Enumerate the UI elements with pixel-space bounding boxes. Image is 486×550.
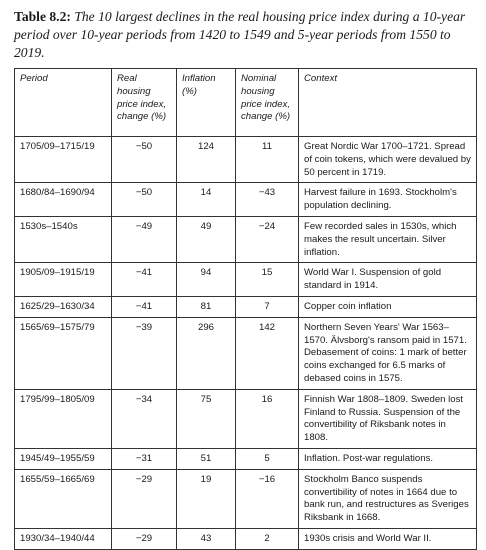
cell-period: 1795/99–1805/09 — [15, 389, 112, 448]
cell-inflation: 49 — [177, 216, 236, 262]
header-nominal-change: Nominal housing price index, change (%) — [236, 69, 299, 137]
cell-inflation: 19 — [177, 469, 236, 528]
cell-period: 1655/59–1665/69 — [15, 469, 112, 528]
cell-period: 1905/09–1915/19 — [15, 263, 112, 297]
cell-context: Harvest failure in 1693. Stockholm's population declining. — [299, 183, 477, 217]
cell-period: 1705/09–1715/19 — [15, 137, 112, 183]
cell-nominal-change: 15 — [236, 263, 299, 297]
table-row — [15, 137, 477, 183]
cell-inflation: 51 — [177, 448, 236, 469]
cell-context: Northern Seven Years' War 1563–1570. Älvsborg's ransom paid in 1571. Debasement of coins: 1 mark of better coins exchanged for 6.5 marks of debased coins in 1575. — [299, 317, 477, 389]
table-row — [15, 528, 477, 549]
cell-nominal-change: −43 — [236, 183, 299, 217]
cell-inflation: 124 — [177, 137, 236, 183]
cell-real-change: −31 — [112, 448, 177, 469]
cell-nominal-change: 5 — [236, 448, 299, 469]
cell-period: 1530s–1540s — [15, 216, 112, 262]
cell-context: Great Nordic War 1700–1721. Spread of coin tokens, which were devalued by 50 percent in 1719. — [299, 137, 477, 183]
table-row — [15, 448, 477, 469]
housing-decline-table — [14, 68, 477, 550]
cell-nominal-change: 11 — [236, 137, 299, 183]
cell-real-change: −50 — [112, 183, 177, 217]
cell-real-change: −29 — [112, 469, 177, 528]
table-row — [15, 389, 477, 448]
table-row — [15, 296, 477, 317]
cell-inflation: 94 — [177, 263, 236, 297]
cell-real-change: −39 — [112, 317, 177, 389]
cell-real-change: −41 — [112, 263, 177, 297]
cell-inflation: 81 — [177, 296, 236, 317]
cell-period: 1930/34–1940/44 — [15, 528, 112, 549]
header-period: Period — [15, 69, 112, 137]
table-header-row — [15, 69, 477, 137]
cell-real-change: −49 — [112, 216, 177, 262]
caption-text: The 10 largest declines in the real housing price index during a 10-year period over 10-year periods from 1420 to 1549 and 5-year periods from 1550 to 2019. — [14, 9, 466, 60]
cell-context: World War I. Suspension of gold standard in 1914. — [299, 263, 477, 297]
cell-context: 1930s crisis and World War II. — [299, 528, 477, 549]
cell-nominal-change: 142 — [236, 317, 299, 389]
table-row — [15, 216, 477, 262]
cell-context: Finnish War 1808–1809. Sweden lost Finland to Russia. Suspension of the convertibility of Riksbank notes in 1808. — [299, 389, 477, 448]
caption-label: Table 8.2: — [14, 9, 71, 24]
cell-nominal-change: 7 — [236, 296, 299, 317]
cell-real-change: −41 — [112, 296, 177, 317]
cell-nominal-change: −16 — [236, 469, 299, 528]
cell-inflation: 296 — [177, 317, 236, 389]
table-row — [15, 317, 477, 389]
cell-period: 1565/69–1575/79 — [15, 317, 112, 389]
cell-inflation: 14 — [177, 183, 236, 217]
cell-period: 1625/29–1630/34 — [15, 296, 112, 317]
cell-context: Copper coin inflation — [299, 296, 477, 317]
table-body — [15, 137, 477, 550]
header-inflation: Inflation (%) — [177, 69, 236, 137]
cell-real-change: −29 — [112, 528, 177, 549]
table-row — [15, 469, 477, 528]
cell-context: Few recorded sales in 1530s, which makes the result uncertain. Silver inflation. — [299, 216, 477, 262]
cell-period: 1945/49–1955/59 — [15, 448, 112, 469]
cell-real-change: −34 — [112, 389, 177, 448]
cell-inflation: 75 — [177, 389, 236, 448]
cell-real-change: −50 — [112, 137, 177, 183]
cell-context: Stockholm Banco suspends convertibility of notes in 1664 due to bank run, and restructures as Sveriges Riksbank in 1668. — [299, 469, 477, 528]
cell-inflation: 43 — [177, 528, 236, 549]
table-row — [15, 183, 477, 217]
cell-nominal-change: 2 — [236, 528, 299, 549]
cell-period: 1680/84–1690/94 — [15, 183, 112, 217]
table-caption — [14, 8, 476, 62]
header-context: Context — [299, 69, 477, 137]
table-row — [15, 263, 477, 297]
header-real-change: Real housing price index, change (%) — [112, 69, 177, 137]
cell-nominal-change: 16 — [236, 389, 299, 448]
cell-context: Inflation. Post-war regulations. — [299, 448, 477, 469]
cell-nominal-change: −24 — [236, 216, 299, 262]
